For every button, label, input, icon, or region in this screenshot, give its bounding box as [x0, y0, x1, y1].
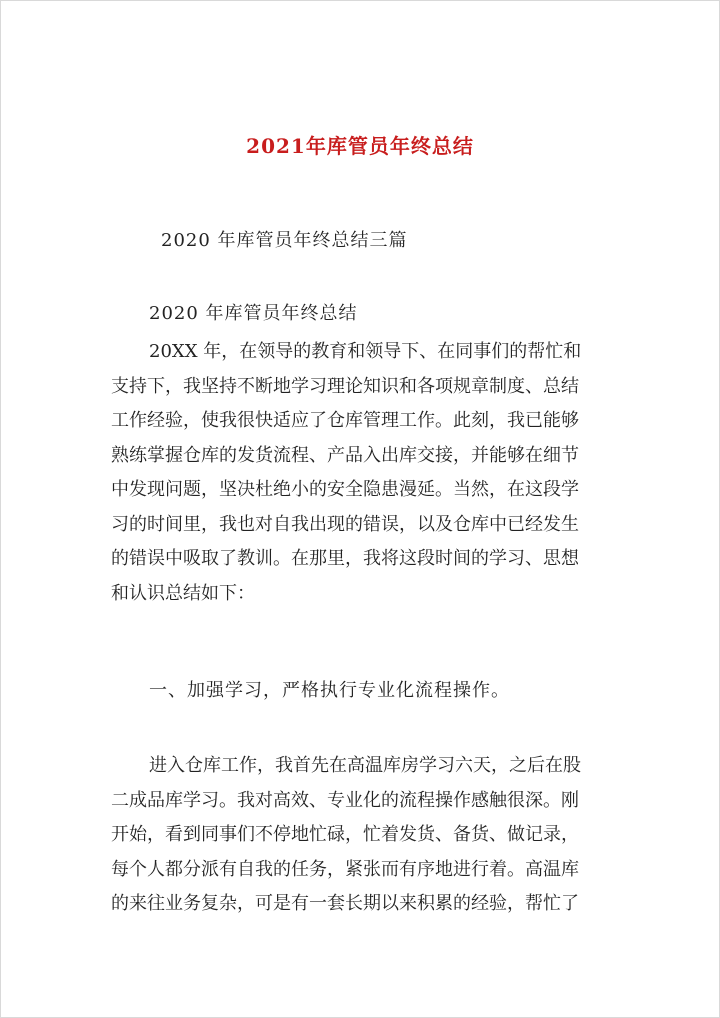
section-heading: 2020 年库管员年终总结 [149, 303, 358, 324]
paragraph-line: 习的时间里，我也对自我出现的错误，以及仓库中已经发生 [111, 513, 579, 535]
document-subtitle: 2020 年库管员年终总结三篇 [161, 230, 408, 251]
subsection-heading: 一、加强学习，严格执行专业化流程操作。 [149, 680, 510, 701]
paragraph-line: 20XX 年，在领导的教育和领导下、在同事们的帮忙和 [149, 341, 582, 362]
paragraph-line: 进入仓库工作，我首先在高温库房学习六天，之后在股 [149, 755, 581, 776]
paragraph-line: 工作经验，使我很快适应了仓库管理工作。此刻，我已能够 [111, 410, 579, 431]
paragraph-2 [111, 749, 631, 922]
paragraph-line: 和认识总结如下： [111, 582, 255, 604]
paragraph-line: 二成品库学习。我对高效、专业化的流程操作感触很深。刚 [111, 789, 579, 811]
paragraph-line: 熟练掌握仓库的发货流程、产品入出库交接，并能够在细节 [111, 444, 579, 466]
paragraph-line: 每个人都分派有自我的任务，紧张而有序地进行着。高温库 [111, 858, 579, 880]
paragraph-line: 中发现问题，坚决杜绝小的安全隐患漫延。当然，在这段学 [111, 479, 579, 500]
paragraph-line: 的来往业务复杂，可是有一套长期以来积累的经验，帮忙了 [111, 893, 579, 914]
document-title: 2021年库管员年终总结 [246, 134, 474, 158]
paragraph-line: 支持下，我坚持不断地学习理论知识和各项规章制度、总结 [111, 375, 579, 397]
paragraph-line: 的错误中吸取了教训。在那里，我将这段时间的学习、思想 [111, 548, 579, 569]
paragraph-1 [111, 335, 631, 611]
paragraph-line: 开始，看到同事们不停地忙碌，忙着发货、备货、做记录， [111, 824, 579, 845]
